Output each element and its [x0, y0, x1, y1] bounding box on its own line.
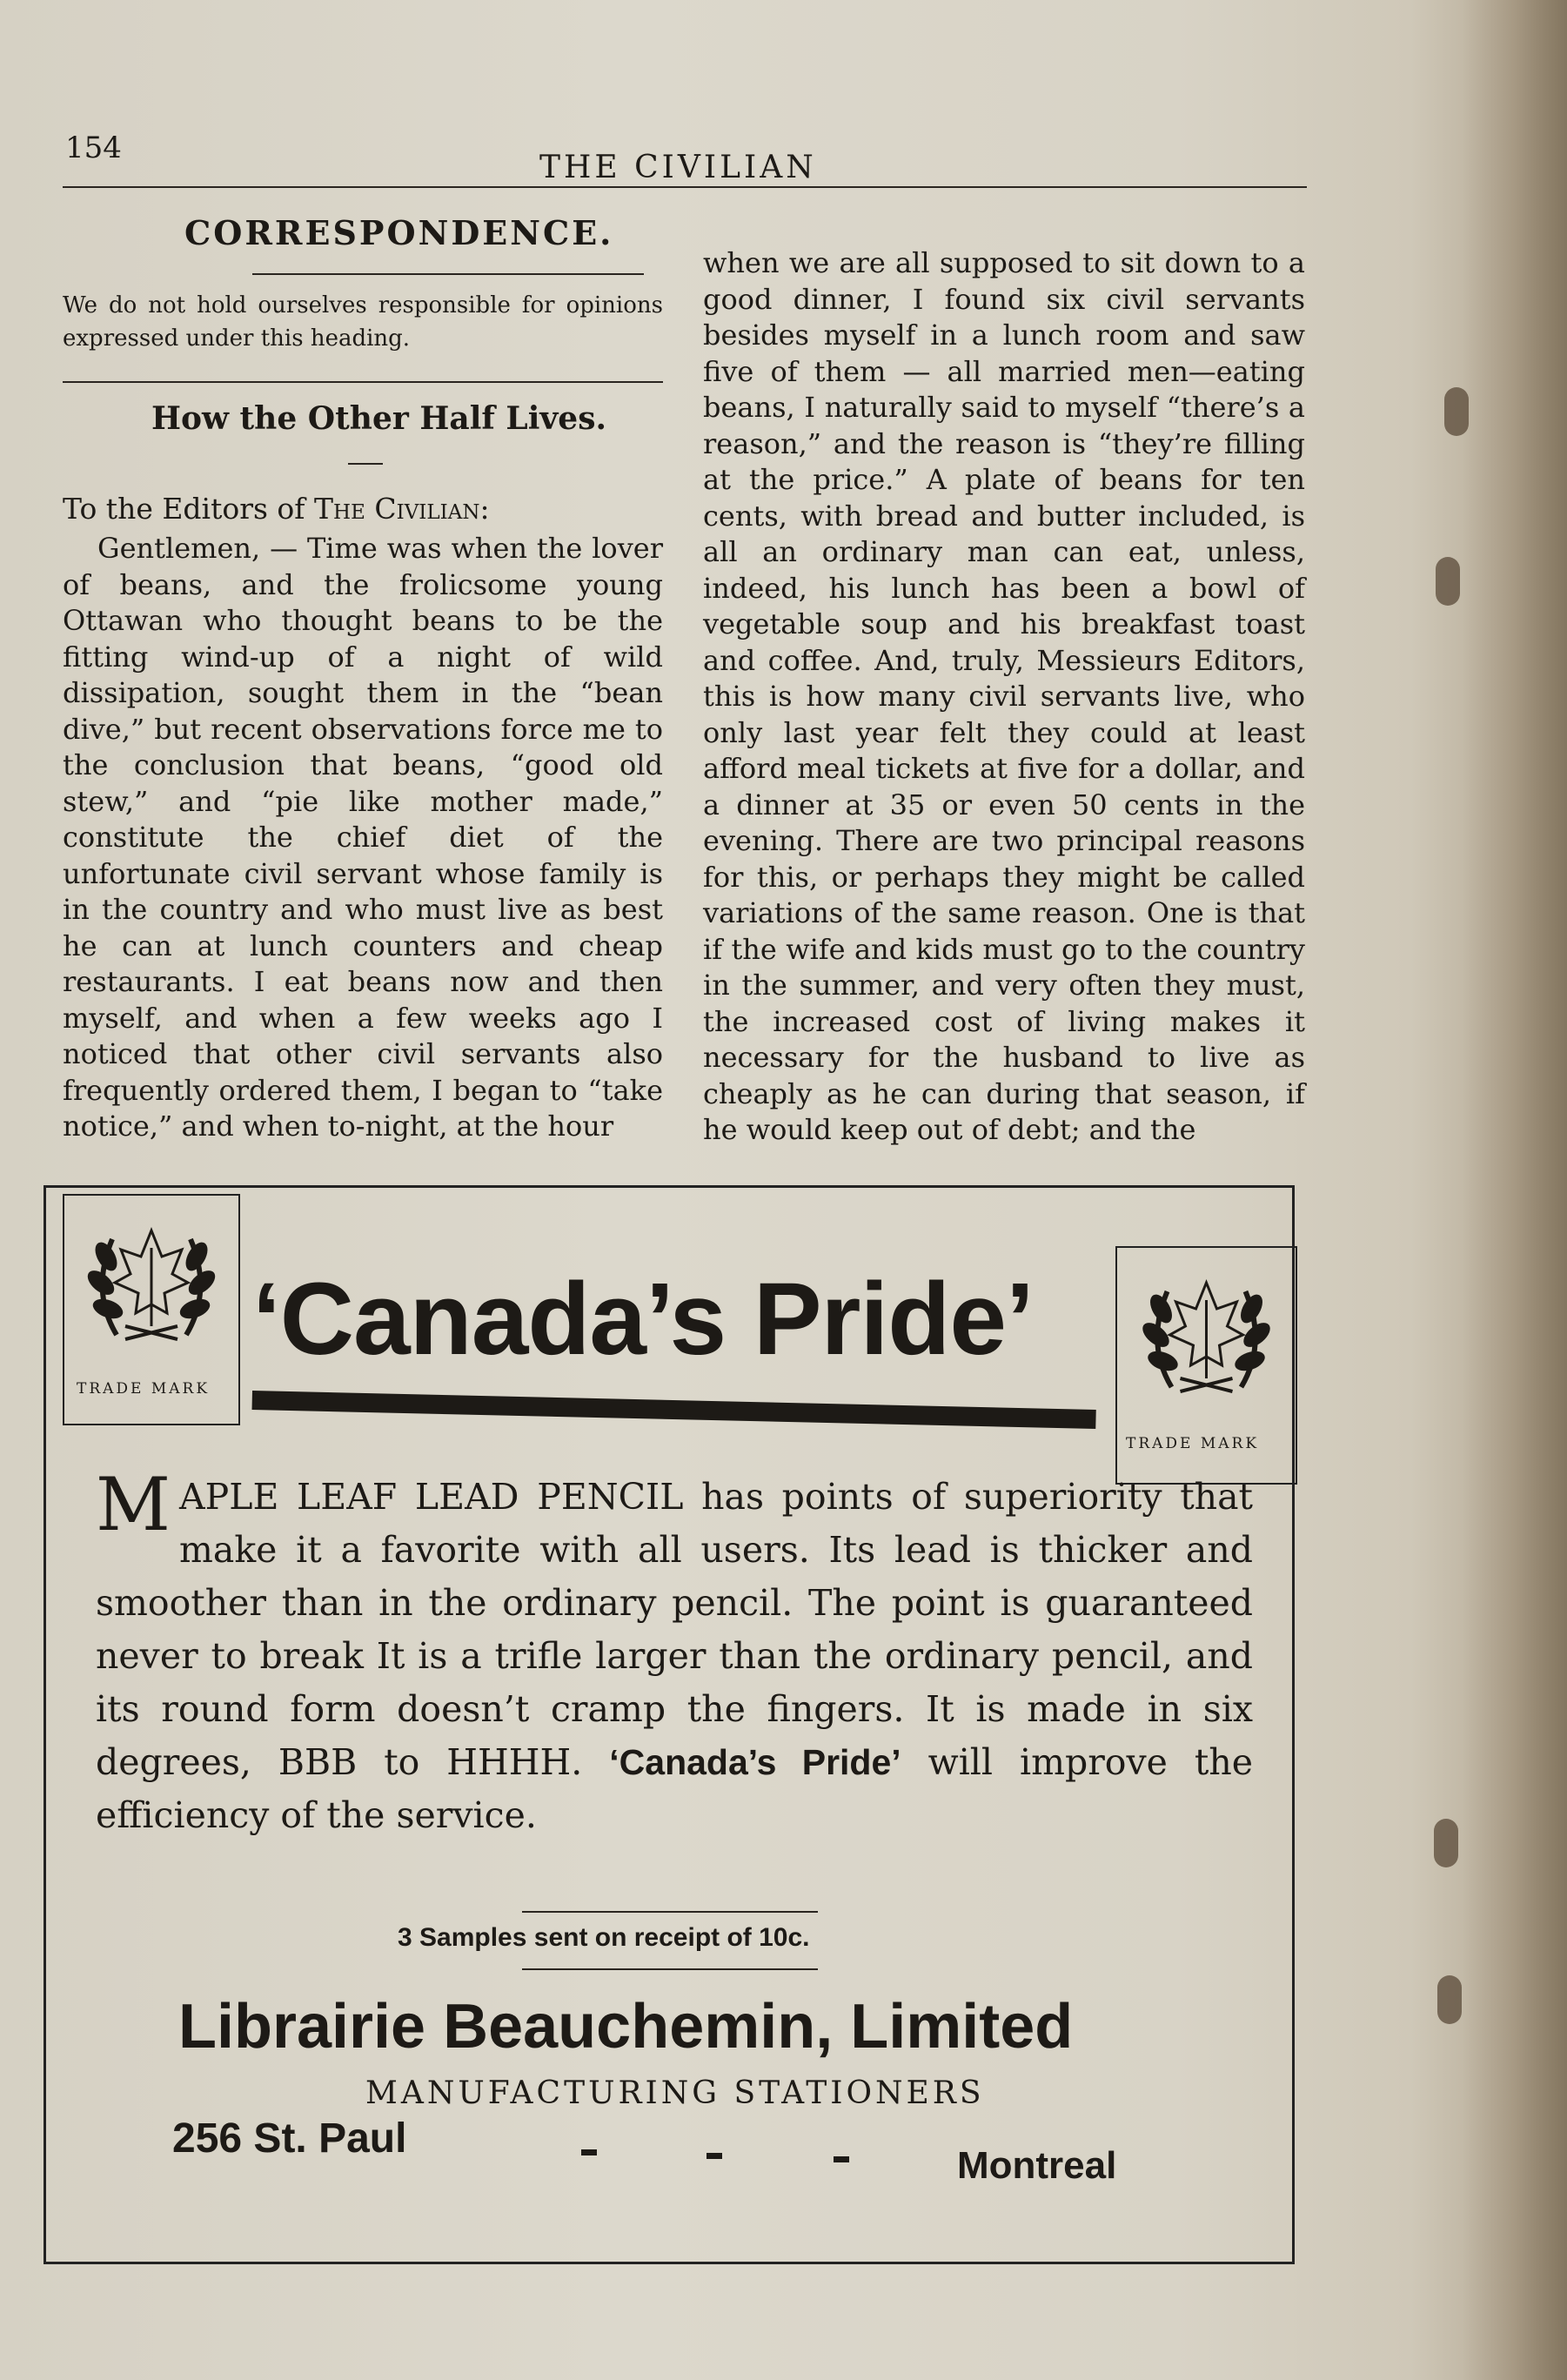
title-dash: [348, 463, 383, 465]
company-city: Montreal: [957, 2144, 1117, 2187]
page-spine-shadow: [1463, 0, 1567, 2380]
company-name: Librairie Beauchemin, Limited: [178, 1992, 1074, 2062]
maple-leaf-wreath-icon: [64, 1196, 238, 1370]
article-column-left: [63, 531, 663, 1145]
brand-title: ‘Canada’s Pride’: [252, 1262, 1034, 1377]
page-number: 154: [65, 131, 122, 165]
address-dash: [581, 2149, 597, 2155]
trade-mark-label: TRADE MARK: [1126, 1435, 1260, 1452]
ad-body-text: MAPLE LEAF LEAD PENCIL has points of superiority that make it a favorite with all users. Its lead is thicker and smoother than in the ordinary pencil. The point is guaranteed never to break It is a trifle larger than the ordinary pencil, and its round form doesn’t cramp the fingers. It is made in six degrees, BBB to HHHH. ‘Canada’s Pride’ will improve the efficiency of the service.: [96, 1462, 1253, 1836]
company-address: 256 St. Paul: [172, 2115, 407, 2162]
samples-rule-bottom: [522, 1968, 818, 1970]
company-subtitle: MANUFACTURING STATIONERS: [365, 2075, 985, 2111]
article-column-right: [703, 245, 1305, 1149]
address-dash: [834, 2156, 849, 2162]
maple-leaf-wreath-icon: [1117, 1248, 1296, 1422]
samples-rule-top: [522, 1911, 818, 1913]
article-title: How the Other Half Lives.: [151, 400, 607, 437]
running-title: THE CIVILIAN: [539, 150, 817, 185]
trade-mark-box-left: [63, 1194, 240, 1425]
disclaimer-rule: [63, 381, 663, 383]
address-dash: [706, 2153, 722, 2159]
article-paragraph: when we are all supposed to sit down to a good dinner, I found six civil servants besides myself in a lunch room and saw five of them — all married men—eating beans, I naturally said to myself “there’s a reason,” and the reason is “they’re filling at the price.” A plate of beans for ten cents, with bread and butter included, is all an ordinary man can eat, unless, indeed, his lunch has been a bowl of vegetable soup and his breakfast toast and coffee. And, truly, Messieurs Editors, this is how many civil servants live, who only last year felt they could at least afford meal tickets at five for a dollar, and a dinner at 35 or even 50 cents in the evening. There are two principal reasons for this, or perhaps they might be called variations of the same reason. One is that if the wife and kids must go to the country in the summer, and very often they must, the increased cost of living makes it necessary for the husband to live as cheaply as he can during that season, if he would keep out of debt; and the: [703, 246, 1305, 1146]
salutation: To the Editors of The Civilian:: [63, 492, 490, 526]
binding-hole: [1434, 1819, 1458, 1867]
binding-hole: [1444, 387, 1469, 436]
trade-mark-label: TRADE MARK: [77, 1380, 211, 1398]
section-heading: CORRESPONDENCE.: [184, 213, 614, 252]
header-rule: [63, 186, 1307, 188]
disclaimer: We do not hold ourselves responsible for opinions expressed under this heading.: [63, 292, 663, 352]
binding-hole: [1436, 557, 1460, 606]
samples-offer: 3 Samples sent on receipt of 10c.: [398, 1923, 810, 1952]
drop-cap: M: [96, 1462, 171, 1547]
article-paragraph: Gentlemen, — Time was when the lover of beans, and the frolicsome young Ottawan who thought beans to be the fitting wind-up of a night of wild dissipation, sought them in the “bean dive,” but recent observations force me to the conclusion that beans, “good old stew,” and “pie like mother made,” constitute the chief diet of the unfortunate civil servant whose family is in the country and who must live as best he can at lunch counters and cheap restaurants. I eat beans now and then myself, and when a few weeks ago I noticed that other civil servants also frequently ordered them, I began to “take notice,” and when to-night, at the hour: [63, 532, 663, 1143]
heading-rule: [252, 273, 644, 275]
binding-hole: [1437, 1975, 1462, 2024]
trade-mark-box-right: [1115, 1246, 1297, 1485]
